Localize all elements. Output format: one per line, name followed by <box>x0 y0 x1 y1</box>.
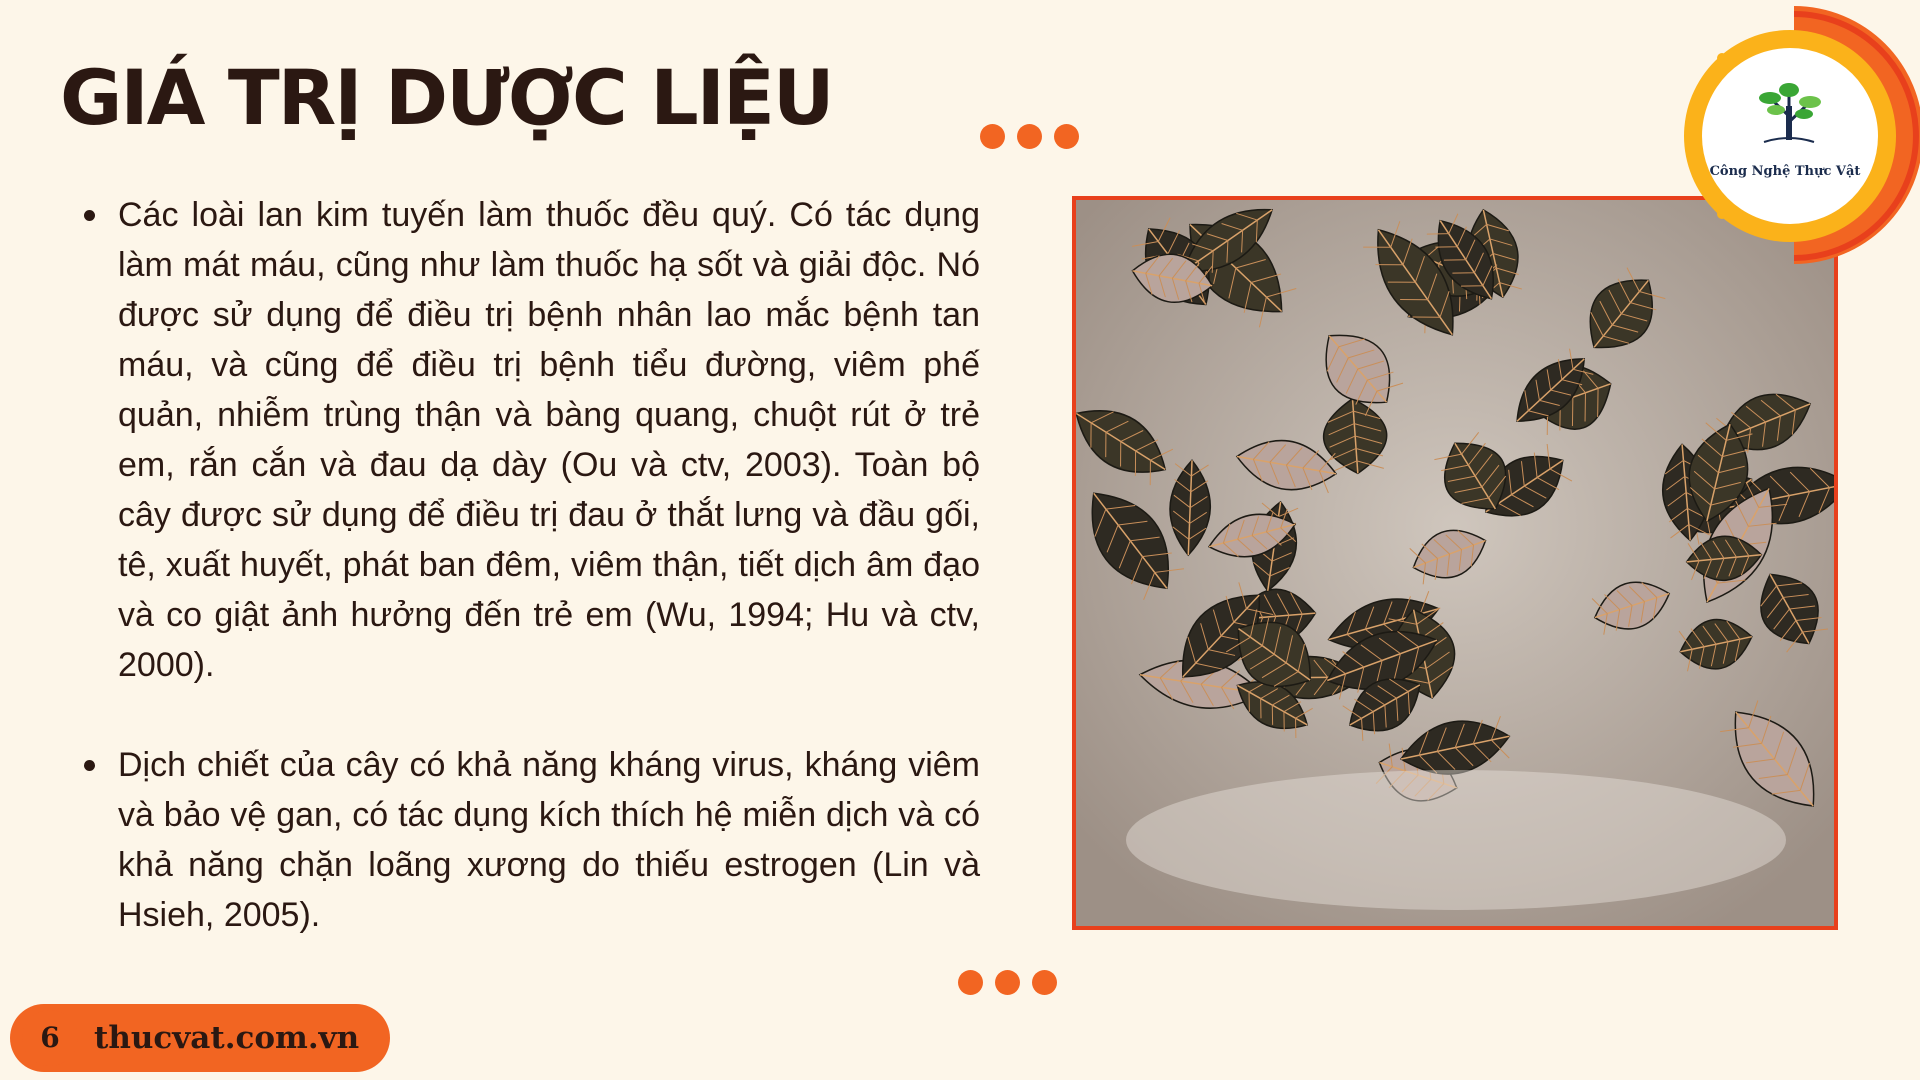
dot <box>958 970 983 995</box>
orchid-photo <box>1072 196 1838 930</box>
bullet-text: Các loài lan kim tuyến làm thuốc đều quý. Có tác dụng làm mát máu, cũng như làm thuốc hạ sốt và giải độc. Nó được sử dụng để điều trị bệnh nhân lao mắc bệnh tan máu, và cũng để điều trị bệnh tiểu đường, viêm phế quản, nhiễm trùng thận và bàng quang, chuột rút ở trẻ em, rắn cắn và đau dạ dày (Ou và ctv, 2003). Toàn bộ cây được sử dụng để điều trị đau ở thắt lưng và đầu gối, tê, xuất huyết, phát ban đêm, viêm thận, tiết dịch âm đạo và co giật ảnh hưởng đến trẻ em (Wu, 1994; Hu và ctv, 2000). <box>118 196 980 684</box>
dot <box>980 124 1005 149</box>
orchid-leaves-illustration <box>1076 200 1834 926</box>
dot <box>1017 124 1042 149</box>
dot <box>995 970 1020 995</box>
logo-caption: Công Nghệ Thực Vật <box>1709 164 1861 179</box>
dot <box>1032 970 1057 995</box>
footer-bar <box>10 1004 390 1072</box>
decorative-dots-top <box>980 124 1079 149</box>
bullet-text: Dịch chiết của cây có khả năng kháng virus, kháng viêm và bảo vệ gan, có tác dụng kích thích hệ miễn dịch và có khả năng chặn loãng xương do thiếu estrogen (Lin và Hsieh, 2005). <box>118 746 980 934</box>
logo-ring-graphic <box>1662 4 1920 268</box>
decorative-dots-bottom <box>958 970 1057 995</box>
bullet-item <box>80 740 980 940</box>
website-link[interactable]: thucvat.com.vn <box>94 1020 360 1056</box>
page-number: 6 <box>22 1010 78 1066</box>
bullet-dot-icon <box>84 760 95 771</box>
bullet-list <box>80 190 980 940</box>
bullet-item <box>80 190 980 690</box>
page-title: GIÁ TRỊ DƯỢC LIỆU <box>60 53 833 142</box>
logo-badge <box>1662 4 1920 268</box>
dot <box>1054 124 1079 149</box>
bullet-dot-icon <box>84 210 95 221</box>
